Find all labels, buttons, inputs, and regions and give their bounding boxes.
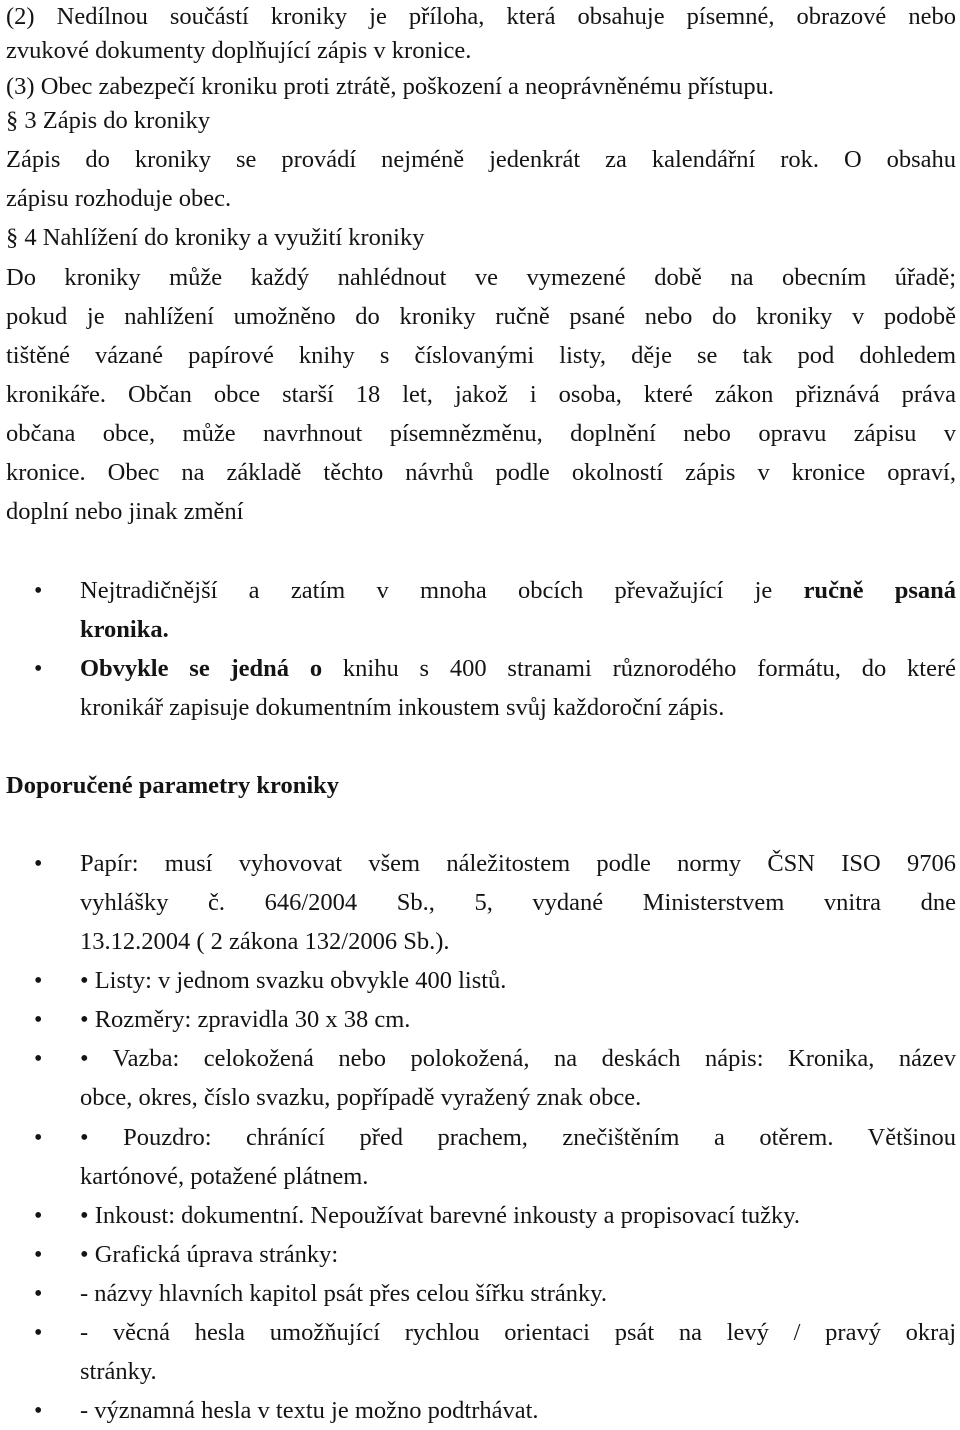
bullet-icon: • bbox=[34, 1125, 43, 1151]
param-binding-line-2: obce, okres, číslo svazku, popřípadě vyražený znak obce. bbox=[80, 1084, 642, 1111]
section-sign-icon: § bbox=[6, 224, 19, 251]
paragraph-3: (3) Obec zabezpečí kroniku proti ztrátě, poškození a neoprávněnému přístupu. bbox=[6, 73, 775, 100]
bullet-2-line-1: Obvykle se jedná o knihu s 400 stranami různorodého formátu, do které bbox=[80, 655, 956, 682]
paragraph-2-line-2: zvukové dokumenty doplňující zápis v kronice. bbox=[6, 37, 472, 64]
section-3-text-line-1: Zápis do kroniky se provádí nejméně jedenkrát za kalendářní rok. O obsahu bbox=[6, 146, 956, 173]
section-4-line-3: tištěné vázané papírové knihy s číslovanými listy, děje se tak pod dohledem bbox=[6, 342, 956, 369]
bullet-icon: • bbox=[34, 1398, 43, 1424]
bullet-icon: • bbox=[34, 1281, 43, 1307]
parameters-heading: Doporučené parametry kroniky bbox=[6, 772, 339, 799]
bullet-icon: • bbox=[34, 1203, 43, 1229]
param-layout-underline: - významná hesla v textu je možno podtrhávat. bbox=[80, 1397, 539, 1424]
section-4-line-4: kronikáře. Občan obce starší 18 let, jakož i osoba, které zákon přiznává práva bbox=[6, 381, 956, 408]
param-layout: • Grafická úprava stránky: bbox=[80, 1241, 339, 1268]
paragraph-2-line-1: (2) Nedílnou součástí kroniky je příloha, která obsahuje písemné, obrazové nebo bbox=[6, 3, 956, 30]
section-4-line-7: doplní nebo jinak změní bbox=[6, 498, 244, 525]
bullet-icon: • bbox=[34, 1242, 43, 1268]
bullet-icon: • bbox=[34, 1007, 43, 1033]
bullet-icon: • bbox=[34, 578, 43, 604]
bullet-1-line-1: Nejtradičnější a zatím v mnoha obcích převažující je ručně psaná bbox=[80, 577, 956, 604]
param-paper-line-1: Papír: musí vyhovovat všem náležitostem podle normy ČSN ISO 9706 bbox=[80, 850, 956, 877]
param-sheets: • Listy: v jednom svazku obvykle 400 listů. bbox=[80, 967, 507, 994]
param-case-line-2: kartónové, potažené plátnem. bbox=[80, 1163, 369, 1190]
section-4-heading: § 4 Nahlížení do kroniky a využití kroniky bbox=[6, 224, 425, 251]
section-3-heading: § 3 Zápis do kroniky bbox=[6, 107, 211, 134]
param-paper-line-3: 13.12.2004 ( 2 zákona 132/2006 Sb.). bbox=[80, 928, 450, 955]
param-layout-headwords-line-2: stránky. bbox=[80, 1358, 157, 1385]
param-ink: • Inkoust: dokumentní. Nepoužívat barevné inkousty a propisovací tužky. bbox=[80, 1202, 801, 1229]
bullet-icon: • bbox=[34, 1046, 43, 1072]
section-4-line-5: občana obce, může navrhnout písemnězměnu, doplnění nebo opravu zápisu v bbox=[6, 420, 956, 447]
param-binding-line-1: • Vazba: celokožená nebo polokožená, na deskách nápis: Kronika, název bbox=[80, 1045, 956, 1072]
bullet-icon: • bbox=[34, 968, 43, 994]
param-paper-line-2: vyhlášky č. 646/2004 Sb., 5, vydané Ministerstvem vnitra dne bbox=[80, 889, 956, 916]
section-sign-icon: § bbox=[6, 107, 19, 134]
section-4-line-2: pokud je nahlížení umožněno do kroniky ručně psané nebo do kroniky v podobě bbox=[6, 303, 956, 330]
param-layout-headwords-line-1: - věcná hesla umožňující rychlou orientaci psát na levý / pravý okraj bbox=[80, 1319, 956, 1346]
section-3-text-line-2: zápisu rozhoduje obec. bbox=[6, 185, 232, 212]
bullet-2-line-2: kronikář zapisuje dokumentním inkoustem svůj každoroční zápis. bbox=[80, 694, 725, 721]
section-4-line-1: Do kroniky může každý nahlédnout ve vymezené době na obecním úřadě; bbox=[6, 264, 956, 291]
bullet-1-line-2: kronika. bbox=[80, 616, 169, 643]
bullet-icon: • bbox=[34, 851, 43, 877]
param-layout-chapters: - názvy hlavních kapitol psát přes celou šířku stránky. bbox=[80, 1280, 608, 1307]
section-4-line-6: kronice. Obec na základě těchto návrhů podle okolností zápis v kronice opraví, bbox=[6, 459, 956, 486]
bullet-icon: • bbox=[34, 656, 43, 682]
bullet-icon: • bbox=[34, 1320, 43, 1346]
param-case-line-1: • Pouzdro: chránící před prachem, znečištěním a otěrem. Většinou bbox=[80, 1124, 956, 1151]
param-dimensions: • Rozměry: zpravidla 30 x 38 cm. bbox=[80, 1006, 411, 1033]
